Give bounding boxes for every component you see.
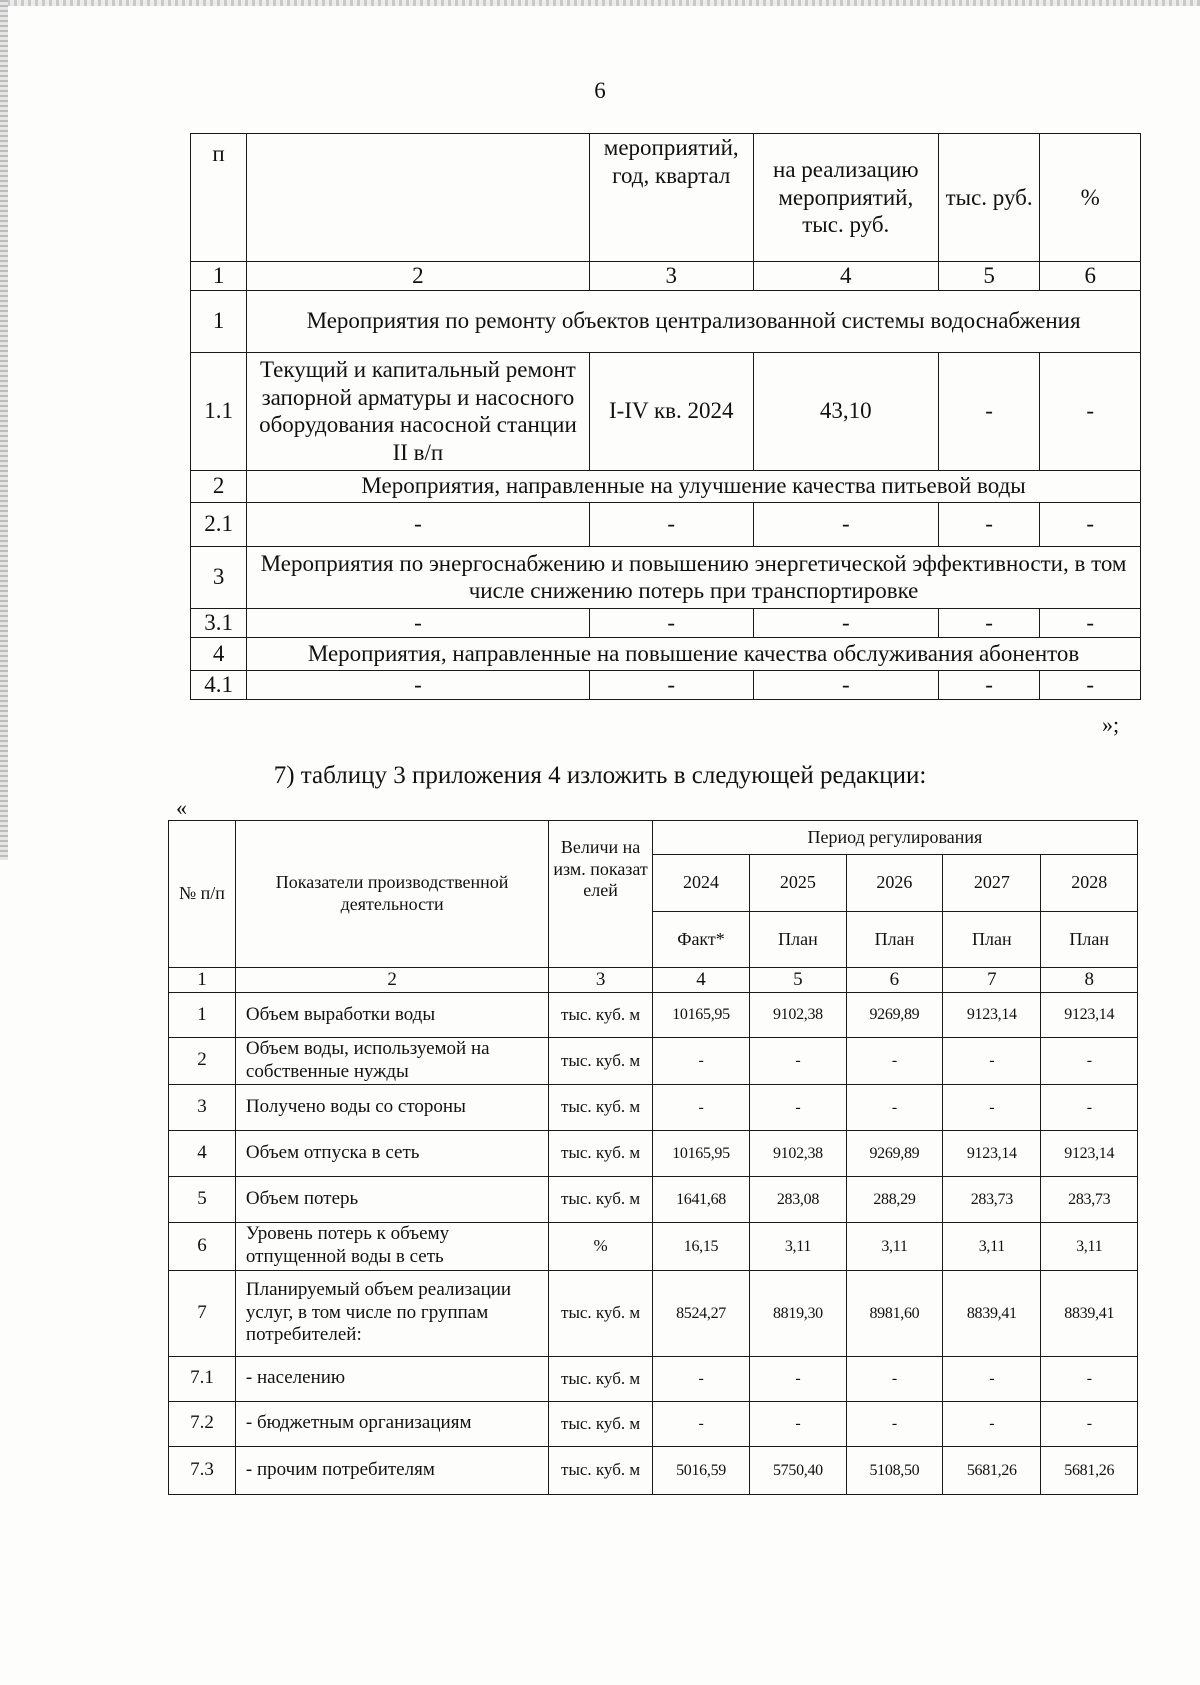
indicator-name: Объем потерь: [235, 1176, 548, 1222]
measure-period: -: [589, 502, 753, 546]
measure-name: -: [247, 670, 590, 699]
value-cell: 9123,14: [943, 993, 1041, 1038]
indicator-name: Планируемый объем реализации услуг, в том числе по группам потребителей:: [235, 1270, 548, 1356]
value-cell: 5750,40: [750, 1446, 847, 1494]
header-year: 2026: [846, 855, 943, 912]
value-cell: -: [652, 1038, 749, 1085]
measures-table: [190, 133, 1141, 700]
index-row: [191, 262, 1141, 291]
measure-c5: -: [938, 608, 1040, 637]
index-row: [169, 968, 1138, 993]
measure-c6: -: [1040, 670, 1141, 699]
table-header-row: [169, 821, 1138, 855]
index-cell: 6: [846, 968, 943, 993]
index-cell: 5: [938, 262, 1040, 291]
table-row: [169, 1356, 1138, 1401]
index-cell: 4: [652, 968, 749, 993]
indicator-name: - бюджетным организациям: [235, 1401, 548, 1446]
value-cell: 9123,14: [1041, 1130, 1138, 1176]
value-cell: -: [846, 1084, 943, 1130]
table-row: [169, 1270, 1138, 1356]
index-cell: 3: [549, 968, 653, 993]
header-num: № п/п: [169, 821, 236, 968]
amendment-instruction: 7) таблицу 3 приложения 4 изложить в следующей редакции:: [273, 762, 927, 789]
indicator-name: - населению: [235, 1356, 548, 1401]
value-cell: -: [1041, 1401, 1138, 1446]
value-cell: -: [846, 1038, 943, 1085]
value-cell: 9123,14: [943, 1130, 1041, 1176]
index-cell: 1: [191, 262, 247, 291]
table-header-row: [191, 134, 1141, 262]
index-cell: 8: [1041, 968, 1138, 993]
row-number: 6: [169, 1222, 236, 1270]
index-cell: 1: [169, 968, 236, 993]
value-cell: 10165,95: [652, 993, 749, 1038]
indicator-unit: тыс. куб. м: [549, 1446, 653, 1494]
value-cell: -: [846, 1356, 943, 1401]
row-number: 7: [169, 1270, 236, 1356]
table-row: [191, 670, 1141, 699]
value-cell: -: [943, 1084, 1041, 1130]
header-type: План: [750, 912, 847, 968]
measure-name: -: [247, 502, 590, 546]
header-year: 2028: [1041, 855, 1138, 912]
measure-c6: -: [1040, 608, 1141, 637]
value-cell: 9123,14: [1041, 993, 1138, 1038]
table-row: [169, 1401, 1138, 1446]
indicator-unit: тыс. куб. м: [549, 1356, 653, 1401]
value-cell: -: [943, 1356, 1041, 1401]
header-cell: [247, 134, 590, 262]
indicator-unit: тыс. куб. м: [549, 1176, 653, 1222]
indicator-unit: тыс. куб. м: [549, 1401, 653, 1446]
section-number: 2: [191, 470, 247, 502]
scan-edge-left: [0, 0, 8, 860]
table-row: [169, 1130, 1138, 1176]
opening-quote: «: [176, 795, 187, 820]
section-number: 4: [191, 637, 247, 670]
indicator-unit: %: [549, 1222, 653, 1270]
section-title: Мероприятия по энергоснабжению и повышению энергетической эффективности, в том числе снижению потерь при транспортировке: [247, 546, 1141, 608]
header-period: Период регулирования: [652, 821, 1137, 855]
section-number: 3: [191, 546, 247, 608]
measure-cost: -: [753, 502, 938, 546]
value-cell: 5681,26: [1041, 1446, 1138, 1494]
header-cell: п: [191, 134, 247, 262]
section-row: [191, 637, 1141, 670]
value-cell: 3,11: [1041, 1222, 1138, 1270]
header-cell: тыс. руб.: [938, 134, 1040, 262]
value-cell: 5108,50: [846, 1446, 943, 1494]
section-row: [191, 290, 1141, 352]
table-row: [169, 1446, 1138, 1494]
section-title: Мероприятия, направленные на улучшение качества питьевой воды: [247, 470, 1141, 502]
header-indicator: Показатели производственной деятельности: [235, 821, 548, 968]
measure-c6: -: [1040, 502, 1141, 546]
table-row: [169, 993, 1138, 1038]
page-number: 6: [594, 78, 606, 103]
measure-cost: -: [753, 670, 938, 699]
index-cell: 7: [943, 968, 1041, 993]
value-cell: 5681,26: [943, 1446, 1041, 1494]
measure-c5: -: [938, 670, 1040, 699]
indicator-name: Объем выработки воды: [235, 993, 548, 1038]
value-cell: 9269,89: [846, 993, 943, 1038]
header-type: План: [1041, 912, 1138, 968]
value-cell: 8839,41: [1041, 1270, 1138, 1356]
value-cell: -: [750, 1401, 847, 1446]
row-number: 4: [169, 1130, 236, 1176]
value-cell: -: [750, 1038, 847, 1085]
indicator-unit: тыс. куб. м: [549, 993, 653, 1038]
header-cell: %: [1040, 134, 1141, 262]
value-cell: -: [1041, 1038, 1138, 1085]
row-number: 7.3: [169, 1446, 236, 1494]
row-number: 7.1: [169, 1356, 236, 1401]
value-cell: -: [1041, 1356, 1138, 1401]
table-row: [169, 1084, 1138, 1130]
value-cell: 3,11: [750, 1222, 847, 1270]
measure-period: -: [589, 670, 753, 699]
table-row: [191, 502, 1141, 546]
indicator-unit: тыс. куб. м: [549, 1270, 653, 1356]
measure-name: -: [247, 608, 590, 637]
section-row: [191, 546, 1141, 608]
header-year: 2025: [750, 855, 847, 912]
indicator-name: Объем отпуска в сеть: [235, 1130, 548, 1176]
value-cell: 9102,38: [750, 993, 847, 1038]
row-number: 5: [169, 1176, 236, 1222]
index-cell: 2: [235, 968, 548, 993]
index-cell: 5: [750, 968, 847, 993]
row-number: 4.1: [191, 670, 247, 699]
value-cell: 283,73: [1041, 1176, 1138, 1222]
section-title: Мероприятия по ремонту объектов централизованной системы водоснабжения: [247, 290, 1141, 352]
indicator-unit: тыс. куб. м: [549, 1130, 653, 1176]
measure-c6: -: [1040, 352, 1141, 470]
value-cell: 3,11: [943, 1222, 1041, 1270]
row-number: 2: [169, 1038, 236, 1085]
value-cell: 9102,38: [750, 1130, 847, 1176]
value-cell: 283,08: [750, 1176, 847, 1222]
row-number: 3.1: [191, 608, 247, 637]
table-row: [191, 352, 1141, 470]
production-indicators-table: [168, 820, 1138, 1495]
indicator-name: Объем воды, используемой на собственные нужды: [235, 1038, 548, 1085]
value-cell: 288,29: [846, 1176, 943, 1222]
header-type: План: [943, 912, 1041, 968]
value-cell: 8839,41: [943, 1270, 1041, 1356]
header-type: План: [846, 912, 943, 968]
measure-period: -: [589, 608, 753, 637]
measure-c5: -: [938, 502, 1040, 546]
index-cell: 2: [247, 262, 590, 291]
value-cell: 8819,30: [750, 1270, 847, 1356]
measure-c5: -: [938, 352, 1040, 470]
index-cell: 3: [589, 262, 753, 291]
value-cell: -: [652, 1401, 749, 1446]
value-cell: -: [652, 1084, 749, 1130]
header-unit: Величи на изм. показат елей: [549, 821, 653, 968]
indicator-name: Уровень потерь к объему отпущенной воды в сеть: [235, 1222, 548, 1270]
table-row: [191, 608, 1141, 637]
index-cell: 4: [753, 262, 938, 291]
section-number: 1: [191, 290, 247, 352]
value-cell: 8981,60: [846, 1270, 943, 1356]
header-year: 2024: [652, 855, 749, 912]
indicator-name: - прочим потребителям: [235, 1446, 548, 1494]
value-cell: 1641,68: [652, 1176, 749, 1222]
header-type: Факт*: [652, 912, 749, 968]
value-cell: -: [943, 1401, 1041, 1446]
value-cell: -: [750, 1084, 847, 1130]
value-cell: -: [652, 1356, 749, 1401]
table-row: [169, 1038, 1138, 1085]
value-cell: 16,15: [652, 1222, 749, 1270]
header-cell: на реализацию мероприятий, тыс. руб.: [753, 134, 938, 262]
header-year: 2027: [943, 855, 1041, 912]
indicator-unit: тыс. куб. м: [549, 1084, 653, 1130]
value-cell: -: [750, 1356, 847, 1401]
value-cell: -: [943, 1038, 1041, 1085]
table-row: [169, 1176, 1138, 1222]
value-cell: 283,73: [943, 1176, 1041, 1222]
measure-cost: -: [753, 608, 938, 637]
row-number: 1.1: [191, 352, 247, 470]
row-number: 3: [169, 1084, 236, 1130]
section-title: Мероприятия, направленные на повышение качества обслуживания абонентов: [247, 637, 1141, 670]
indicator-name: Получено воды со стороны: [235, 1084, 548, 1130]
value-cell: 5016,59: [652, 1446, 749, 1494]
section-row: [191, 470, 1141, 502]
row-number: 7.2: [169, 1401, 236, 1446]
row-number: 1: [169, 993, 236, 1038]
header-cell: мероприятий, год, квартал: [589, 134, 753, 262]
value-cell: 3,11: [846, 1222, 943, 1270]
measure-name: Текущий и капитальный ремонт запорной арматуры и насосного оборудования насосной станции II в/п: [247, 352, 590, 470]
measure-period: I-IV кв. 2024: [589, 352, 753, 470]
row-number: 2.1: [191, 502, 247, 546]
index-cell: 6: [1040, 262, 1141, 291]
indicator-unit: тыс. куб. м: [549, 1038, 653, 1085]
value-cell: 8524,27: [652, 1270, 749, 1356]
value-cell: 9269,89: [846, 1130, 943, 1176]
table-row: [169, 1222, 1138, 1270]
closing-quote: »;: [1102, 712, 1120, 737]
value-cell: -: [846, 1401, 943, 1446]
value-cell: -: [1041, 1084, 1138, 1130]
value-cell: 10165,95: [652, 1130, 749, 1176]
measure-cost: 43,10: [753, 352, 938, 470]
scan-edge-top: [0, 0, 1200, 6]
